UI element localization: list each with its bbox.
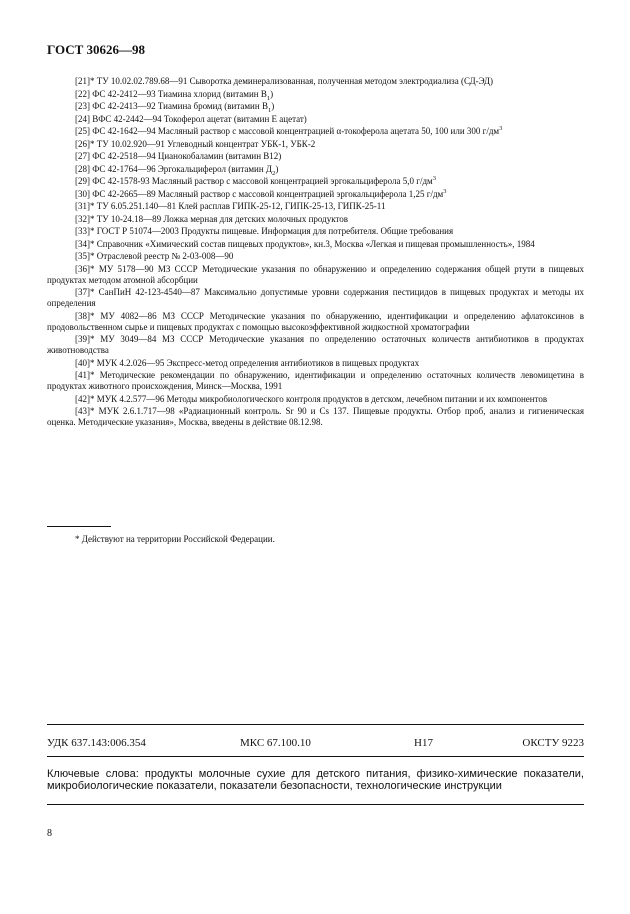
- reference-item: [36]* МУ 5178—90 МЗ СССР Методические указания по обнаружению и определению содержания общей ртути в пищевых продуктах методом атомной абсорбции: [47, 263, 584, 285]
- reference-item: [32]* ТУ 10-24.18—89 Ложка мерная для детских молочных продуктов: [75, 213, 349, 224]
- footnote: * Действуют на территории Российской Федерации.: [75, 534, 275, 544]
- udc-code: УДК 637.143:006.354: [47, 737, 146, 749]
- reference-item: [22] ФС 42-2412—93 Тиамина хлорид (витамин $B_1$): [75, 88, 274, 102]
- reference-item: [38]* МУ 4082—86 МЗ СССР Методические указания по обнаружению, идентификации и определению афлатоксинов в продовольственном сырье и пищевых продуктах с помощью высокоэффективной жидкостной хроматографии: [47, 310, 584, 332]
- references-list: [47, 76, 584, 430]
- reference-item: [30] ФС 42-2665—89 Масляный раствор с массовой концентрацией эргокальциферола 1,25 $г/дм^3$: [75, 187, 447, 199]
- reference-item: [29] ФС 42-1578-93 Масляный раствор с массовой концентрацией эргокальциферола 5,0 $г/дм^3$: [75, 175, 436, 186]
- middle-divider: [47, 756, 584, 757]
- reference-item: [39]* МУ 3049—84 МЗ СССР Методические указания по определению остаточных количеств антибиотиков в продуктах животноводства: [47, 334, 584, 355]
- okstu-code: ОКСТУ 9223: [522, 737, 584, 749]
- reference-item: [27] ФС 42-2518—94 Цианокобаламин (витамин B12): [75, 151, 282, 161]
- page-number: 8: [47, 828, 52, 839]
- reference-item: [26]* ТУ 10.02.920—91 Углеводный концентрат УБК-1, УБК-2: [75, 138, 316, 149]
- reference-item: [37]* СанПиН 42-123-4540—87 Максимально допустимые уровни содержания пестицидов в пищевых продуктах и методы их определения: [47, 287, 584, 308]
- reference-item: [40]* МУК 4.2.026—95 Экспресс-метод определения антибиотиков в пищевых продуктах: [75, 357, 420, 368]
- reference-item: [34]* Справочник «Химический состав пищевых продуктов», кн.3, Москва «Легкая и пищевая промышленность», 1984: [75, 238, 535, 249]
- reference-item: [23] ФС 42-2413—92 Тиамина бромид (витамин $B_1$): [75, 101, 275, 114]
- reference-item: [43]* МУК 2.6.1.717—98 «Радиационный контроль. Sr 90 и Cs 137. Пищевые продукты. Отбор проб, анализ и гигиеническая оценка. Методические указания», Москва, введены в действие 08.12.98.: [47, 406, 584, 427]
- footnote-divider: [47, 526, 111, 527]
- reference-item: [35]* Отраслевой реестр № 2-03-008—90: [75, 251, 234, 261]
- reference-item: [24] ВФС 42-2442—94 Токоферол ацетат (витамин Е ацетат): [75, 113, 307, 124]
- h-code: Н17: [414, 737, 433, 749]
- bottom-divider: [47, 804, 584, 805]
- reference-item: [25] ФС 42-1642—94 Масляный раствор с массовой концентрацией α-токоферола ацетата 50, 100 или 300 $г/дм^3$: [75, 125, 503, 136]
- reference-item: [33]* ГОСТ Р 51074—2003 Продукты пищевые. Информация для потребителя. Общие требования: [75, 226, 454, 236]
- reference-item: [31]* ТУ 6.05.251.140—81 Клей расплав ГИПК-25-12, ГИПК-25-13, ГИПК-25-11: [75, 201, 386, 211]
- reference-item: [28] ФС 42-1764—96 Эргокальциферол (витамин $Д_2$): [75, 163, 279, 177]
- document-header: ГОСТ 30626—98: [47, 42, 146, 57]
- reference-item: [42]* МУК 4.2.577—96 Методы микробиологического контроля продуктов в детском, лечебном питании и их компонентов: [75, 393, 548, 404]
- mks-code: МКС 67.100.10: [240, 737, 311, 749]
- reference-item: [41]* Методические рекомендации по обнаружению, идентификации и определению остаточных количеств левомицетина в продуктах животного происхождения, Минск—Москва, 1991: [47, 370, 584, 391]
- top-divider: [47, 724, 584, 725]
- reference-item: [21]* ТУ 10.02.02.789.68—91 Сыворотка деминерализованная, полученная методом электродиализа (СД-ЭД): [75, 76, 493, 86]
- keywords: Ключевые слова: продукты молочные сухие для детского питания, физико-химические показатели, микробиологические показатели, показатели безопасности, технологические инструкции: [47, 768, 584, 792]
